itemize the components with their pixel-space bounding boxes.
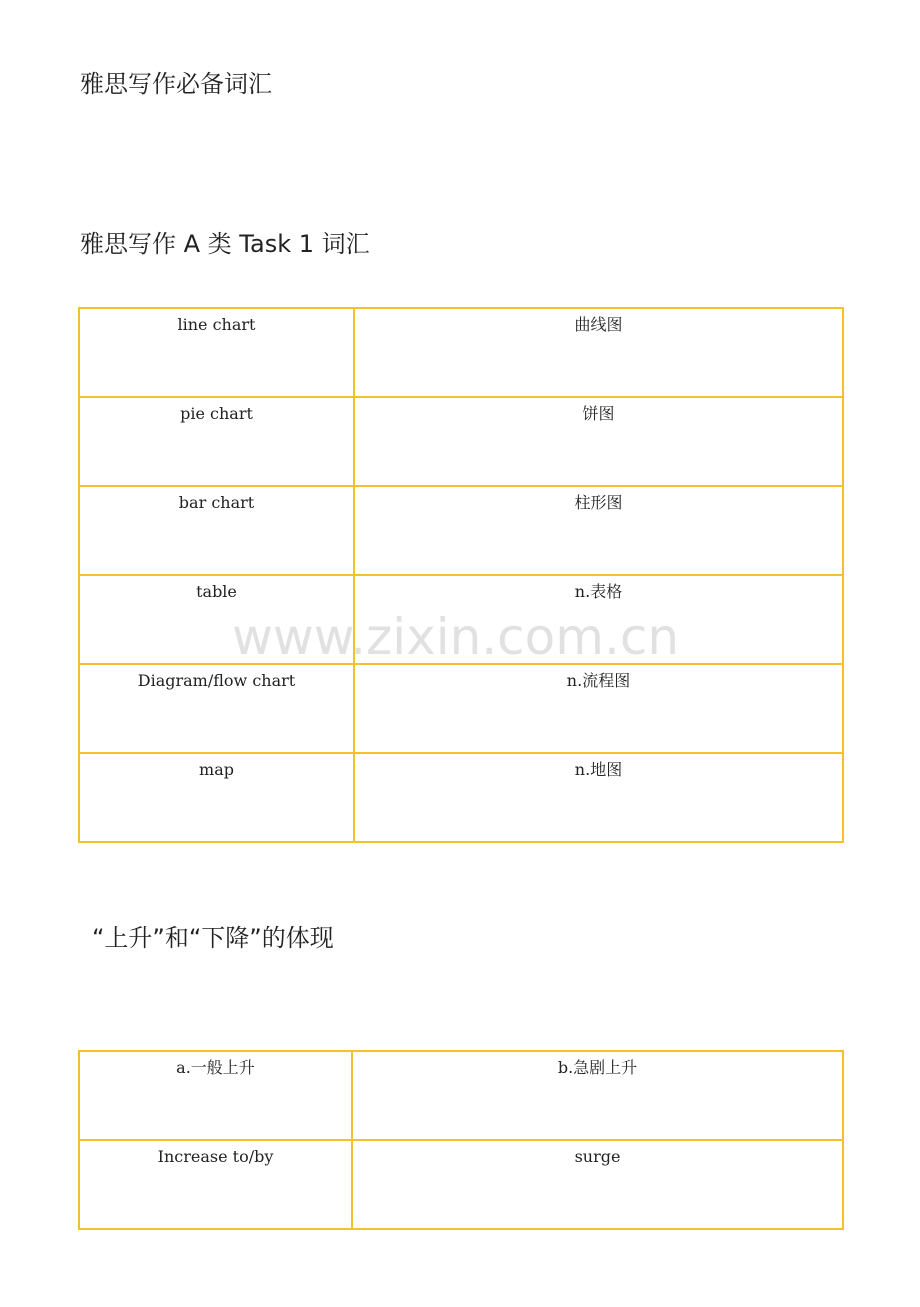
- table-row: [79, 664, 843, 753]
- rise-fall-vocab-table: [78, 1050, 844, 1230]
- table-row: [79, 1051, 843, 1140]
- watermark: www.zixin.com.cn: [232, 608, 680, 666]
- term-chinese: 柱形图: [354, 486, 843, 575]
- term-english: table: [79, 575, 354, 664]
- term-chinese: 曲线图: [354, 308, 843, 397]
- term-english: line chart: [79, 308, 354, 397]
- table-row: [79, 308, 843, 397]
- table-row: [79, 753, 843, 842]
- table-row: [79, 575, 843, 664]
- term-english: pie chart: [79, 397, 354, 486]
- term-chinese: n.流程图: [354, 664, 843, 753]
- term-chinese: n.地图: [354, 753, 843, 842]
- section-heading-task1: 雅思写作 A 类 Task 1 词汇: [80, 230, 370, 258]
- category-sharp-rise: b.急剧上升: [352, 1051, 843, 1140]
- section-heading-rise-fall: “上升”和“下降”的体现: [92, 924, 334, 952]
- task1-vocab-table: [78, 307, 844, 843]
- term-chinese: n.表格: [354, 575, 843, 664]
- term-english: bar chart: [79, 486, 354, 575]
- term-sharp-rise: surge: [352, 1140, 843, 1229]
- category-general-rise: a.一般上升: [79, 1051, 352, 1140]
- term-english: map: [79, 753, 354, 842]
- term-general-rise: Increase to/by: [79, 1140, 352, 1229]
- document-title: 雅思写作必备词汇: [80, 70, 272, 98]
- term-english: Diagram/flow chart: [79, 664, 354, 753]
- table-row: [79, 1140, 843, 1229]
- table-row: [79, 486, 843, 575]
- term-chinese: 饼图: [354, 397, 843, 486]
- table-row: [79, 397, 843, 486]
